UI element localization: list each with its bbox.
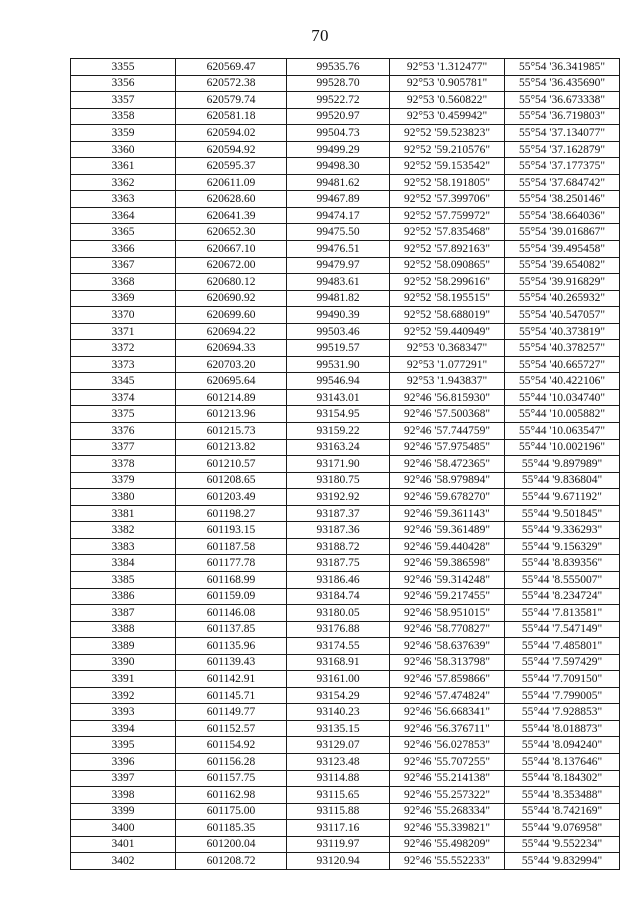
y-coordinate-cell: 93115.88 <box>287 803 390 820</box>
latitude-cell: 55°44 '9.897989" <box>505 456 620 473</box>
x-coordinate-cell: 601135.96 <box>176 638 287 655</box>
y-coordinate-cell: 99476.51 <box>287 241 390 258</box>
table-row <box>71 605 620 622</box>
x-coordinate-cell: 601215.73 <box>176 423 287 440</box>
longitude-cell: 92°46 '57.474824" <box>390 687 505 704</box>
x-coordinate-cell: 601137.85 <box>176 621 287 638</box>
latitude-cell: 55°44 '10.002196" <box>505 439 620 456</box>
longitude-cell: 92°52 '57.835468" <box>390 224 505 241</box>
longitude-cell: 92°46 '58.472365" <box>390 456 505 473</box>
x-coordinate-cell: 601210.57 <box>176 456 287 473</box>
table-row <box>71 241 620 258</box>
x-coordinate-cell: 620672.00 <box>176 257 287 274</box>
y-coordinate-cell: 93154.29 <box>287 687 390 704</box>
x-coordinate-cell: 601159.09 <box>176 588 287 605</box>
latitude-cell: 55°44 '9.076958" <box>505 820 620 837</box>
latitude-cell: 55°44 '8.234724" <box>505 588 620 605</box>
point-id-cell: 3389 <box>71 638 176 655</box>
point-id-cell: 3385 <box>71 571 176 588</box>
y-coordinate-cell: 99504.73 <box>287 125 390 142</box>
y-coordinate-cell: 93163.24 <box>287 439 390 456</box>
x-coordinate-cell: 620572.38 <box>176 75 287 92</box>
y-coordinate-cell: 93161.00 <box>287 671 390 688</box>
longitude-cell: 92°46 '57.975485" <box>390 439 505 456</box>
longitude-cell: 92°46 '58.951015" <box>390 605 505 622</box>
point-id-cell: 3379 <box>71 472 176 489</box>
point-id-cell: 3399 <box>71 803 176 820</box>
point-id-cell: 3386 <box>71 588 176 605</box>
point-id-cell: 3394 <box>71 720 176 737</box>
x-coordinate-cell: 601208.72 <box>176 853 287 870</box>
x-coordinate-cell: 620694.33 <box>176 340 287 357</box>
table-row <box>71 75 620 92</box>
latitude-cell: 55°44 '7.928853" <box>505 704 620 721</box>
longitude-cell: 92°52 '59.153542" <box>390 158 505 175</box>
longitude-cell: 92°52 '58.090865" <box>390 257 505 274</box>
point-id-cell: 3356 <box>71 75 176 92</box>
x-coordinate-cell: 601187.58 <box>176 538 287 555</box>
table-row <box>71 787 620 804</box>
longitude-cell: 92°52 '57.399706" <box>390 191 505 208</box>
x-coordinate-cell: 601146.08 <box>176 605 287 622</box>
table-row <box>71 323 620 340</box>
latitude-cell: 55°54 '39.495458" <box>505 241 620 258</box>
longitude-cell: 92°52 '58.191805" <box>390 174 505 191</box>
latitude-cell: 55°44 '8.018873" <box>505 720 620 737</box>
latitude-cell: 55°44 '10.063547" <box>505 423 620 440</box>
table-row <box>71 654 620 671</box>
longitude-cell: 92°52 '58.195515" <box>390 290 505 307</box>
table-row <box>71 720 620 737</box>
latitude-cell: 55°54 '39.916829" <box>505 274 620 291</box>
y-coordinate-cell: 93143.01 <box>287 389 390 406</box>
table-row <box>71 191 620 208</box>
table-row <box>71 571 620 588</box>
latitude-cell: 55°54 '39.654082" <box>505 257 620 274</box>
y-coordinate-cell: 99522.72 <box>287 92 390 109</box>
x-coordinate-cell: 601185.35 <box>176 820 287 837</box>
table-row <box>71 489 620 506</box>
latitude-cell: 55°44 '8.742169" <box>505 803 620 820</box>
y-coordinate-cell: 93140.23 <box>287 704 390 721</box>
point-id-cell: 3383 <box>71 538 176 555</box>
longitude-cell: 92°46 '56.668341" <box>390 704 505 721</box>
x-coordinate-cell: 601213.82 <box>176 439 287 456</box>
latitude-cell: 55°44 '9.336293" <box>505 522 620 539</box>
table-row <box>71 439 620 456</box>
x-coordinate-cell: 620690.92 <box>176 290 287 307</box>
table-row <box>71 522 620 539</box>
y-coordinate-cell: 93187.37 <box>287 505 390 522</box>
table-row <box>71 373 620 390</box>
x-coordinate-cell: 601139.43 <box>176 654 287 671</box>
point-id-cell: 3362 <box>71 174 176 191</box>
x-coordinate-cell: 620703.20 <box>176 356 287 373</box>
y-coordinate-cell: 99503.46 <box>287 323 390 340</box>
table-row <box>71 125 620 142</box>
longitude-cell: 92°46 '59.361143" <box>390 505 505 522</box>
latitude-cell: 55°44 '7.597429" <box>505 654 620 671</box>
latitude-cell: 55°54 '37.177375" <box>505 158 620 175</box>
longitude-cell: 92°46 '55.268334" <box>390 803 505 820</box>
latitude-cell: 55°44 '8.137646" <box>505 753 620 770</box>
table-row <box>71 406 620 423</box>
longitude-cell: 92°46 '57.744759" <box>390 423 505 440</box>
point-id-cell: 3358 <box>71 108 176 125</box>
longitude-cell: 92°46 '55.552233" <box>390 853 505 870</box>
longitude-cell: 92°53 '1.077291" <box>390 356 505 373</box>
table-row <box>71 356 620 373</box>
latitude-cell: 55°54 '40.547057" <box>505 307 620 324</box>
x-coordinate-cell: 601152.57 <box>176 720 287 737</box>
point-id-cell: 3368 <box>71 274 176 291</box>
latitude-cell: 55°44 '9.832994" <box>505 853 620 870</box>
point-id-cell: 3380 <box>71 489 176 506</box>
y-coordinate-cell: 99531.90 <box>287 356 390 373</box>
y-coordinate-cell: 93168.91 <box>287 654 390 671</box>
y-coordinate-cell: 99520.97 <box>287 108 390 125</box>
latitude-cell: 55°54 '38.664036" <box>505 207 620 224</box>
point-id-cell: 3370 <box>71 307 176 324</box>
latitude-cell: 55°44 '8.094240" <box>505 737 620 754</box>
longitude-cell: 92°46 '56.815930" <box>390 389 505 406</box>
longitude-cell: 92°46 '59.361489" <box>390 522 505 539</box>
latitude-cell: 55°54 '40.265932" <box>505 290 620 307</box>
table-row <box>71 307 620 324</box>
x-coordinate-cell: 620594.02 <box>176 125 287 142</box>
latitude-cell: 55°54 '37.134077" <box>505 125 620 142</box>
longitude-cell: 92°46 '57.500368" <box>390 406 505 423</box>
longitude-cell: 92°46 '58.979894" <box>390 472 505 489</box>
table-row <box>71 737 620 754</box>
x-coordinate-cell: 601162.98 <box>176 787 287 804</box>
coordinates-table <box>70 58 620 870</box>
point-id-cell: 3367 <box>71 257 176 274</box>
table-row <box>71 853 620 870</box>
longitude-cell: 92°46 '57.859866" <box>390 671 505 688</box>
latitude-cell: 55°44 '10.034740" <box>505 389 620 406</box>
x-coordinate-cell: 601142.91 <box>176 671 287 688</box>
point-id-cell: 3401 <box>71 836 176 853</box>
table-row <box>71 621 620 638</box>
latitude-cell: 55°44 '7.485801" <box>505 638 620 655</box>
longitude-cell: 92°53 '0.459942" <box>390 108 505 125</box>
point-id-cell: 3397 <box>71 770 176 787</box>
y-coordinate-cell: 93184.74 <box>287 588 390 605</box>
y-coordinate-cell: 93187.75 <box>287 555 390 572</box>
latitude-cell: 55°44 '8.839356" <box>505 555 620 572</box>
latitude-cell: 55°44 '9.836804" <box>505 472 620 489</box>
table-row <box>71 836 620 853</box>
longitude-cell: 92°52 '58.688019" <box>390 307 505 324</box>
longitude-cell: 92°46 '55.707255" <box>390 753 505 770</box>
y-coordinate-cell: 99490.39 <box>287 307 390 324</box>
table-row <box>71 472 620 489</box>
point-id-cell: 3400 <box>71 820 176 837</box>
y-coordinate-cell: 93171.90 <box>287 456 390 473</box>
longitude-cell: 92°46 '59.386598" <box>390 555 505 572</box>
longitude-cell: 92°46 '58.313798" <box>390 654 505 671</box>
table-row <box>71 588 620 605</box>
table-row <box>71 770 620 787</box>
x-coordinate-cell: 620581.18 <box>176 108 287 125</box>
table-row <box>71 141 620 158</box>
point-id-cell: 3381 <box>71 505 176 522</box>
x-coordinate-cell: 620611.09 <box>176 174 287 191</box>
point-id-cell: 3390 <box>71 654 176 671</box>
point-id-cell: 3357 <box>71 92 176 109</box>
latitude-cell: 55°54 '38.250146" <box>505 191 620 208</box>
y-coordinate-cell: 99498.30 <box>287 158 390 175</box>
latitude-cell: 55°44 '8.555007" <box>505 571 620 588</box>
x-coordinate-cell: 601154.92 <box>176 737 287 754</box>
latitude-cell: 55°44 '10.005882" <box>505 406 620 423</box>
table-row <box>71 92 620 109</box>
longitude-cell: 92°46 '59.217455" <box>390 588 505 605</box>
latitude-cell: 55°44 '8.184302" <box>505 770 620 787</box>
y-coordinate-cell: 93159.22 <box>287 423 390 440</box>
table-row <box>71 274 620 291</box>
y-coordinate-cell: 99499.29 <box>287 141 390 158</box>
y-coordinate-cell: 99467.89 <box>287 191 390 208</box>
x-coordinate-cell: 601203.49 <box>176 489 287 506</box>
x-coordinate-cell: 620579.74 <box>176 92 287 109</box>
longitude-cell: 92°46 '58.770827" <box>390 621 505 638</box>
y-coordinate-cell: 93135.15 <box>287 720 390 737</box>
point-id-cell: 3391 <box>71 671 176 688</box>
latitude-cell: 55°44 '7.709150" <box>505 671 620 688</box>
point-id-cell: 3382 <box>71 522 176 539</box>
longitude-cell: 92°46 '58.637639" <box>390 638 505 655</box>
table-row <box>71 671 620 688</box>
table-row <box>71 753 620 770</box>
longitude-cell: 92°46 '55.257322" <box>390 787 505 804</box>
longitude-cell: 92°46 '59.440428" <box>390 538 505 555</box>
longitude-cell: 92°53 '0.905781" <box>390 75 505 92</box>
point-id-cell: 3361 <box>71 158 176 175</box>
point-id-cell: 3345 <box>71 373 176 390</box>
point-id-cell: 3364 <box>71 207 176 224</box>
coordinates-table-body <box>71 59 620 870</box>
y-coordinate-cell: 93117.16 <box>287 820 390 837</box>
y-coordinate-cell: 93180.05 <box>287 605 390 622</box>
table-row <box>71 687 620 704</box>
latitude-cell: 55°54 '39.016867" <box>505 224 620 241</box>
longitude-cell: 92°46 '56.027853" <box>390 737 505 754</box>
point-id-cell: 3372 <box>71 340 176 357</box>
longitude-cell: 92°52 '59.523823" <box>390 125 505 142</box>
point-id-cell: 3392 <box>71 687 176 704</box>
x-coordinate-cell: 601168.99 <box>176 571 287 588</box>
point-id-cell: 3398 <box>71 787 176 804</box>
y-coordinate-cell: 99479.97 <box>287 257 390 274</box>
x-coordinate-cell: 601177.78 <box>176 555 287 572</box>
point-id-cell: 3375 <box>71 406 176 423</box>
longitude-cell: 92°53 '0.368347" <box>390 340 505 357</box>
y-coordinate-cell: 99483.61 <box>287 274 390 291</box>
longitude-cell: 92°46 '55.498209" <box>390 836 505 853</box>
x-coordinate-cell: 601193.15 <box>176 522 287 539</box>
x-coordinate-cell: 601175.00 <box>176 803 287 820</box>
x-coordinate-cell: 620680.12 <box>176 274 287 291</box>
x-coordinate-cell: 620652.30 <box>176 224 287 241</box>
table-row <box>71 803 620 820</box>
y-coordinate-cell: 93115.65 <box>287 787 390 804</box>
point-id-cell: 3374 <box>71 389 176 406</box>
point-id-cell: 3377 <box>71 439 176 456</box>
longitude-cell: 92°52 '59.210576" <box>390 141 505 158</box>
table-row <box>71 174 620 191</box>
longitude-cell: 92°46 '55.214138" <box>390 770 505 787</box>
longitude-cell: 92°52 '58.299616" <box>390 274 505 291</box>
point-id-cell: 3366 <box>71 241 176 258</box>
longitude-cell: 92°52 '57.892163" <box>390 241 505 258</box>
latitude-cell: 55°44 '7.813581" <box>505 605 620 622</box>
y-coordinate-cell: 93192.92 <box>287 489 390 506</box>
x-coordinate-cell: 601208.65 <box>176 472 287 489</box>
latitude-cell: 55°44 '9.552234" <box>505 836 620 853</box>
table-row <box>71 59 620 76</box>
y-coordinate-cell: 99475.50 <box>287 224 390 241</box>
y-coordinate-cell: 99481.62 <box>287 174 390 191</box>
y-coordinate-cell: 99535.76 <box>287 59 390 76</box>
y-coordinate-cell: 93186.46 <box>287 571 390 588</box>
x-coordinate-cell: 601198.27 <box>176 505 287 522</box>
y-coordinate-cell: 93174.55 <box>287 638 390 655</box>
y-coordinate-cell: 99481.82 <box>287 290 390 307</box>
table-row <box>71 108 620 125</box>
table-row <box>71 207 620 224</box>
longitude-cell: 92°46 '56.376711" <box>390 720 505 737</box>
x-coordinate-cell: 601156.28 <box>176 753 287 770</box>
point-id-cell: 3373 <box>71 356 176 373</box>
table-row <box>71 505 620 522</box>
point-id-cell: 3365 <box>71 224 176 241</box>
point-id-cell: 3378 <box>71 456 176 473</box>
x-coordinate-cell: 620641.39 <box>176 207 287 224</box>
x-coordinate-cell: 620628.60 <box>176 191 287 208</box>
latitude-cell: 55°54 '37.684742" <box>505 174 620 191</box>
latitude-cell: 55°54 '36.719803" <box>505 108 620 125</box>
table-row <box>71 158 620 175</box>
table-row <box>71 389 620 406</box>
x-coordinate-cell: 601149.77 <box>176 704 287 721</box>
page-number: 70 <box>311 26 329 45</box>
point-id-cell: 3376 <box>71 423 176 440</box>
table-row <box>71 423 620 440</box>
latitude-cell: 55°44 '8.353488" <box>505 787 620 804</box>
latitude-cell: 55°44 '7.547149" <box>505 621 620 638</box>
x-coordinate-cell: 601214.89 <box>176 389 287 406</box>
table-row <box>71 290 620 307</box>
y-coordinate-cell: 99474.17 <box>287 207 390 224</box>
table-row <box>71 820 620 837</box>
y-coordinate-cell: 93154.95 <box>287 406 390 423</box>
point-id-cell: 3360 <box>71 141 176 158</box>
y-coordinate-cell: 93129.07 <box>287 737 390 754</box>
latitude-cell: 55°54 '36.673338" <box>505 92 620 109</box>
latitude-cell: 55°54 '40.373819" <box>505 323 620 340</box>
point-id-cell: 3387 <box>71 605 176 622</box>
longitude-cell: 92°46 '59.678270" <box>390 489 505 506</box>
x-coordinate-cell: 620667.10 <box>176 241 287 258</box>
table-row <box>71 704 620 721</box>
x-coordinate-cell: 620695.64 <box>176 373 287 390</box>
point-id-cell: 3393 <box>71 704 176 721</box>
table-row <box>71 538 620 555</box>
x-coordinate-cell: 620594.92 <box>176 141 287 158</box>
latitude-cell: 55°44 '7.799005" <box>505 687 620 704</box>
point-id-cell: 3388 <box>71 621 176 638</box>
x-coordinate-cell: 601213.96 <box>176 406 287 423</box>
point-id-cell: 3384 <box>71 555 176 572</box>
latitude-cell: 55°54 '36.435690" <box>505 75 620 92</box>
table-row <box>71 456 620 473</box>
point-id-cell: 3369 <box>71 290 176 307</box>
longitude-cell: 92°52 '59.440949" <box>390 323 505 340</box>
point-id-cell: 3396 <box>71 753 176 770</box>
point-id-cell: 3371 <box>71 323 176 340</box>
latitude-cell: 55°54 '40.665727" <box>505 356 620 373</box>
longitude-cell: 92°46 '59.314248" <box>390 571 505 588</box>
table-row <box>71 224 620 241</box>
y-coordinate-cell: 99519.57 <box>287 340 390 357</box>
x-coordinate-cell: 620699.60 <box>176 307 287 324</box>
x-coordinate-cell: 601200.04 <box>176 836 287 853</box>
latitude-cell: 55°44 '9.156329" <box>505 538 620 555</box>
y-coordinate-cell: 93180.75 <box>287 472 390 489</box>
y-coordinate-cell: 93120.94 <box>287 853 390 870</box>
table-row <box>71 340 620 357</box>
table-row <box>71 257 620 274</box>
y-coordinate-cell: 93119.97 <box>287 836 390 853</box>
table-row <box>71 638 620 655</box>
y-coordinate-cell: 93123.48 <box>287 753 390 770</box>
longitude-cell: 92°53 '0.560822" <box>390 92 505 109</box>
y-coordinate-cell: 99528.70 <box>287 75 390 92</box>
latitude-cell: 55°54 '36.341985" <box>505 59 620 76</box>
latitude-cell: 55°44 '9.671192" <box>505 489 620 506</box>
point-id-cell: 3402 <box>71 853 176 870</box>
latitude-cell: 55°54 '40.422106" <box>505 373 620 390</box>
longitude-cell: 92°53 '1.943837" <box>390 373 505 390</box>
point-id-cell: 3363 <box>71 191 176 208</box>
y-coordinate-cell: 93176.88 <box>287 621 390 638</box>
point-id-cell: 3355 <box>71 59 176 76</box>
latitude-cell: 55°44 '9.501845" <box>505 505 620 522</box>
latitude-cell: 55°54 '37.162879" <box>505 141 620 158</box>
y-coordinate-cell: 93187.36 <box>287 522 390 539</box>
x-coordinate-cell: 620595.37 <box>176 158 287 175</box>
y-coordinate-cell: 93188.72 <box>287 538 390 555</box>
y-coordinate-cell: 93114.88 <box>287 770 390 787</box>
x-coordinate-cell: 601145.71 <box>176 687 287 704</box>
x-coordinate-cell: 620569.47 <box>176 59 287 76</box>
point-id-cell: 3359 <box>71 125 176 142</box>
x-coordinate-cell: 620694.22 <box>176 323 287 340</box>
point-id-cell: 3395 <box>71 737 176 754</box>
x-coordinate-cell: 601157.75 <box>176 770 287 787</box>
y-coordinate-cell: 99546.94 <box>287 373 390 390</box>
longitude-cell: 92°46 '55.339821" <box>390 820 505 837</box>
longitude-cell: 92°52 '57.759972" <box>390 207 505 224</box>
longitude-cell: 92°53 '1.312477" <box>390 59 505 76</box>
latitude-cell: 55°54 '40.378257" <box>505 340 620 357</box>
table-row <box>71 555 620 572</box>
